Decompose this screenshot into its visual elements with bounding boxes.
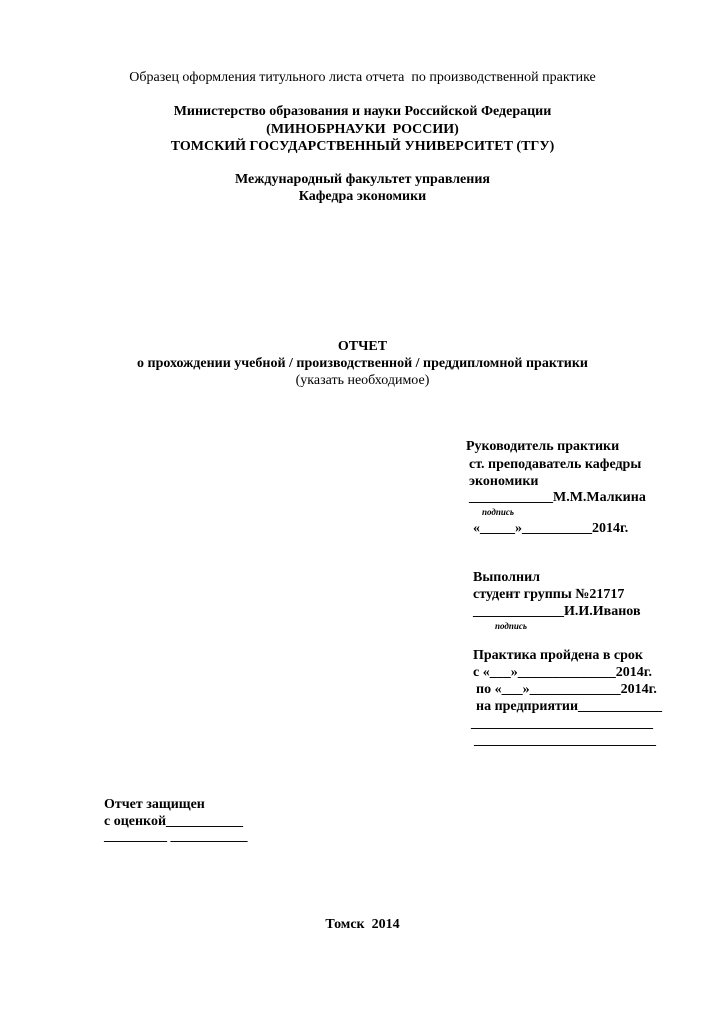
faculty-name: Международный факультет управления xyxy=(235,172,490,187)
student-group: студент группы №21717 xyxy=(473,587,625,602)
supervisor-signature-caption: подпись xyxy=(482,507,514,517)
department-name: Кафедра экономики xyxy=(298,189,427,204)
footer-city-year: Томск 2014 xyxy=(325,917,400,932)
student-heading: Выполнил xyxy=(473,570,540,585)
supervisor-position-2: экономики xyxy=(469,474,539,489)
defense-line-1: Отчет защищен xyxy=(104,797,205,812)
report-title: ОТЧЕТ xyxy=(337,339,388,354)
university-name: ТОМСКИЙ ГОСУДАРСТВЕННЫЙ УНИВЕРСИТЕТ (ТГУ) xyxy=(170,139,555,154)
practice-from-line: с «___»______________2014г. xyxy=(473,665,652,680)
report-hint: (указать необходимое) xyxy=(295,373,430,388)
defense-line-2: с оценкой___________ xyxy=(104,814,244,829)
student-signature-caption: подпись xyxy=(495,621,527,631)
ministry-name: Министерство образования и науки Российской Федерации xyxy=(173,104,552,119)
practice-to-line: по «___»_____________2014г. xyxy=(476,682,657,697)
practice-place-line: на предприятии____________ xyxy=(476,699,663,714)
report-subtitle: о прохождении учебной / производственной / преддипломной практики xyxy=(137,356,588,371)
supervisor-position-1: ст. преподаватель кафедры xyxy=(469,457,642,472)
practice-blank-line-1: __________________________ xyxy=(471,716,653,731)
ministry-short-name: (МИНОБРНАУКИ РОССИИ) xyxy=(266,122,459,137)
sample-note: Образец оформления титульного листа отчета по производственной практике xyxy=(129,70,596,85)
defense-line-3: _________ ___________ xyxy=(104,829,248,844)
supervisor-date-line: «_____»__________2014г. xyxy=(473,521,629,536)
practice-heading: Практика пройдена в срок xyxy=(473,648,643,663)
supervisor-heading: Руководитель практики xyxy=(466,439,620,454)
practice-blank-line-2: __________________________ xyxy=(474,733,656,748)
student-signature-line: _____________И.И.Иванов xyxy=(473,604,641,619)
supervisor-signature-line: ____________М.М.Малкина xyxy=(469,490,646,505)
